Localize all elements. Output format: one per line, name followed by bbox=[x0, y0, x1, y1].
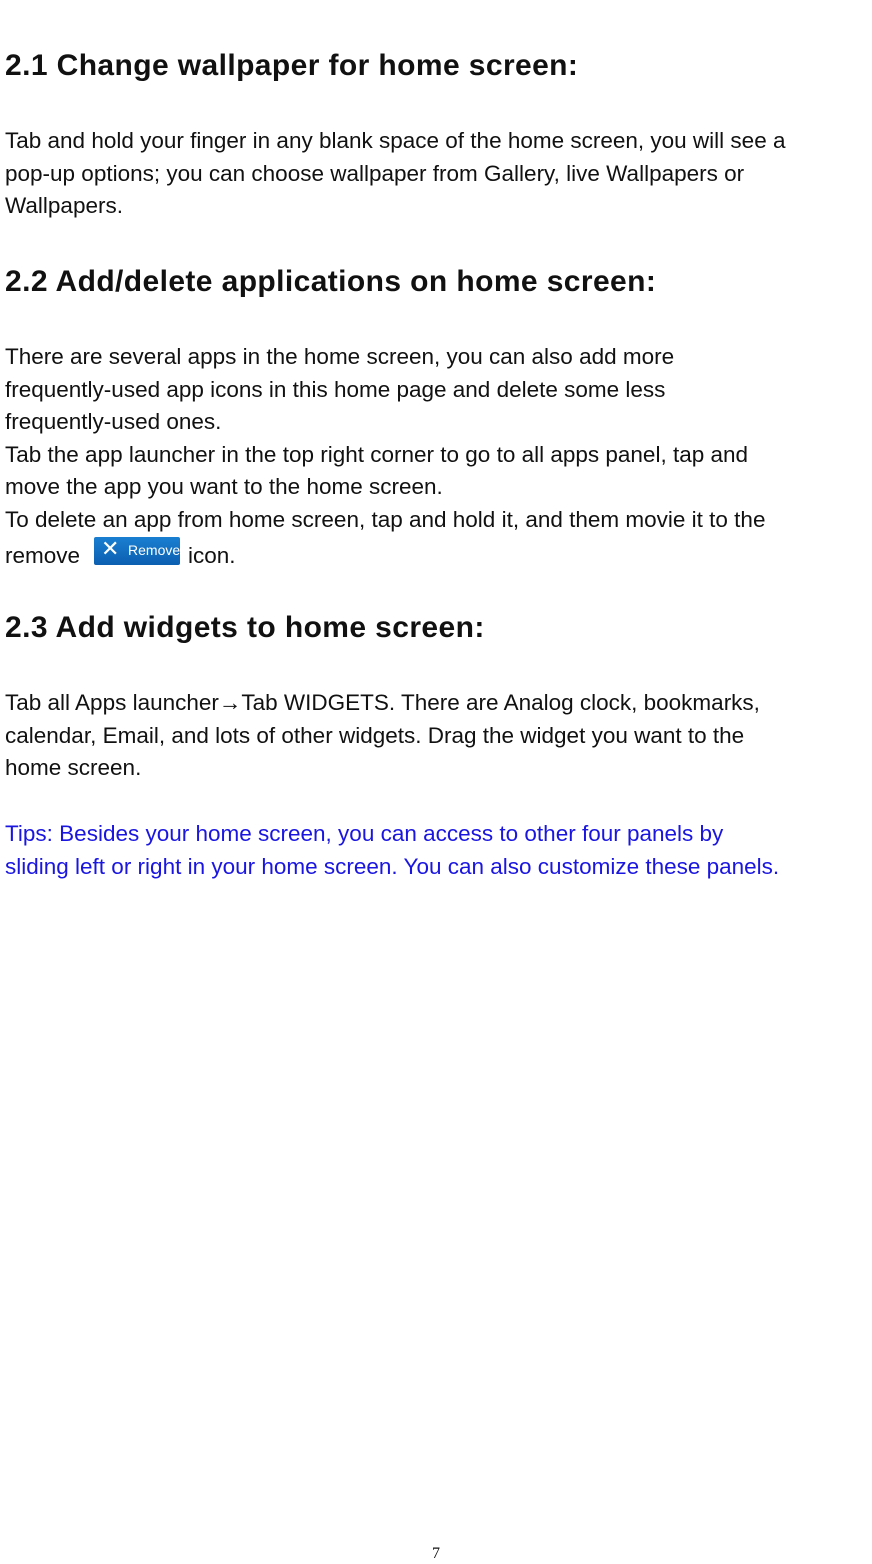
text-line: frequently-used ones. bbox=[5, 409, 222, 435]
heading-change-wallpaper: 2.1 Change wallpaper for home screen: bbox=[5, 49, 579, 82]
icon-word: icon. bbox=[188, 542, 236, 568]
tips-paragraph bbox=[5, 818, 779, 883]
remove-button-image bbox=[94, 537, 180, 565]
text-line: There are several apps in the home screen, you can also add more bbox=[5, 344, 675, 369]
text-line: frequently-used app icons in this home page and delete some less bbox=[5, 376, 666, 402]
page-number: 7 bbox=[432, 1545, 440, 1562]
text-line: Tab and hold your finger in any blank space of the home screen, you will see a bbox=[5, 128, 786, 153]
remove-button-label: Remove bbox=[128, 541, 181, 558]
text-line: To delete an app from home screen, tap and hold it, and them movie it to the bbox=[5, 506, 766, 532]
text-line: Wallpapers. bbox=[5, 193, 123, 219]
remove-word: remove bbox=[5, 542, 81, 568]
tips-line: Tips: Besides your home screen, you can access to other four panels by bbox=[5, 821, 724, 846]
text-line: move the app you want to the home screen. bbox=[5, 474, 443, 500]
text-line: Tab all Apps launcher→Tab WIDGETS. There are Analog clock, bookmarks, bbox=[5, 690, 760, 715]
paragraph-add-widgets bbox=[5, 687, 760, 785]
text-line: pop-up options; you can choose wallpaper from Gallery, live Wallpapers or bbox=[5, 160, 745, 186]
heading-add-delete-apps: 2.2 Add/delete applications on home screen: bbox=[5, 265, 657, 298]
paragraph-change-wallpaper bbox=[5, 125, 785, 223]
text-line: calendar, Email, and lots of other widgets. Drag the widget you want to the bbox=[5, 722, 745, 748]
paragraph-add-delete-apps bbox=[5, 341, 765, 572]
close-icon: ✕ bbox=[101, 536, 120, 562]
tips-line: sliding left or right in your home screen. You can also customize these panels. bbox=[5, 853, 780, 879]
remove-instruction-line bbox=[5, 537, 765, 573]
heading-add-widgets: 2.3 Add widgets to home screen: bbox=[5, 611, 485, 644]
text-line: home screen. bbox=[5, 755, 142, 781]
text-line: Tab the app launcher in the top right corner to go to all apps panel, tap and bbox=[5, 441, 749, 467]
